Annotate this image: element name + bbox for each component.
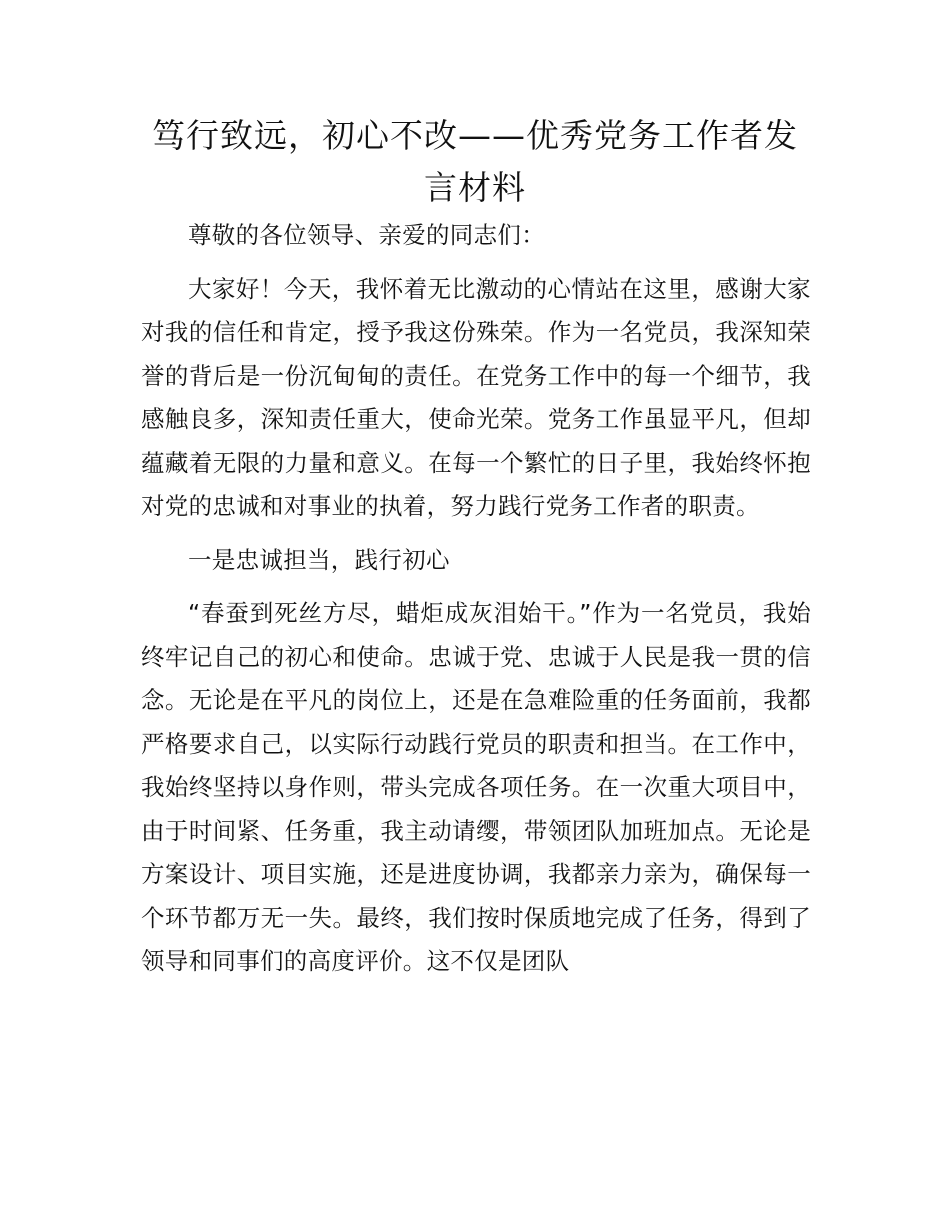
document-title: 笃行致远，初心不改——优秀党务工作者发言材料 [152, 116, 798, 207]
body-paragraph: 大家好！今天，我怀着无比激动的心情站在这里，感谢大家对我的信任和肯定，授予我这份殊荣。作为一名党员，我深知荣誉的背后是一份沉甸甸的责任。在党务工作中的每一个细节，我感触良多，深知责任重大，使命光荣。党务工作虽显平凡，但却蕴藏着无限的力量和意义。在每一个繁忙的日子里，我始终怀抱对党的忠诚和对事业的执着，努力践行党务工作者的职责。 [141, 274, 811, 520]
body-paragraph: “春蚕到死丝方尽，蜡炬成灰泪始干。”作为一名党员，我始终牢记自己的初心和使命。忠诚于党、忠诚于人民是我一贯的信念。无论是在平凡的岗位上，还是在急难险重的任务面前，我都严格要求自己，以实际行动践行党员的职责和担当。在工作中，我始终坚持以身作则，带头完成各项任务。在一次重大项目中，由于时间紧、任务重，我主动请缨，带领团队加班加点。无论是方案设计、项目实施，还是进度协调，我都亲力亲为，确保每一个环节都万无一失。最终，我们按时保质地完成了任务，得到了领导和同事们的高度评价。这不仅是团队 [141, 599, 811, 975]
greeting: 尊敬的各位领导、亲爱的同志们： [188, 221, 545, 249]
document-body [141, 214, 811, 994]
section-heading: 一是忠诚担当，践行初心 [188, 545, 450, 574]
